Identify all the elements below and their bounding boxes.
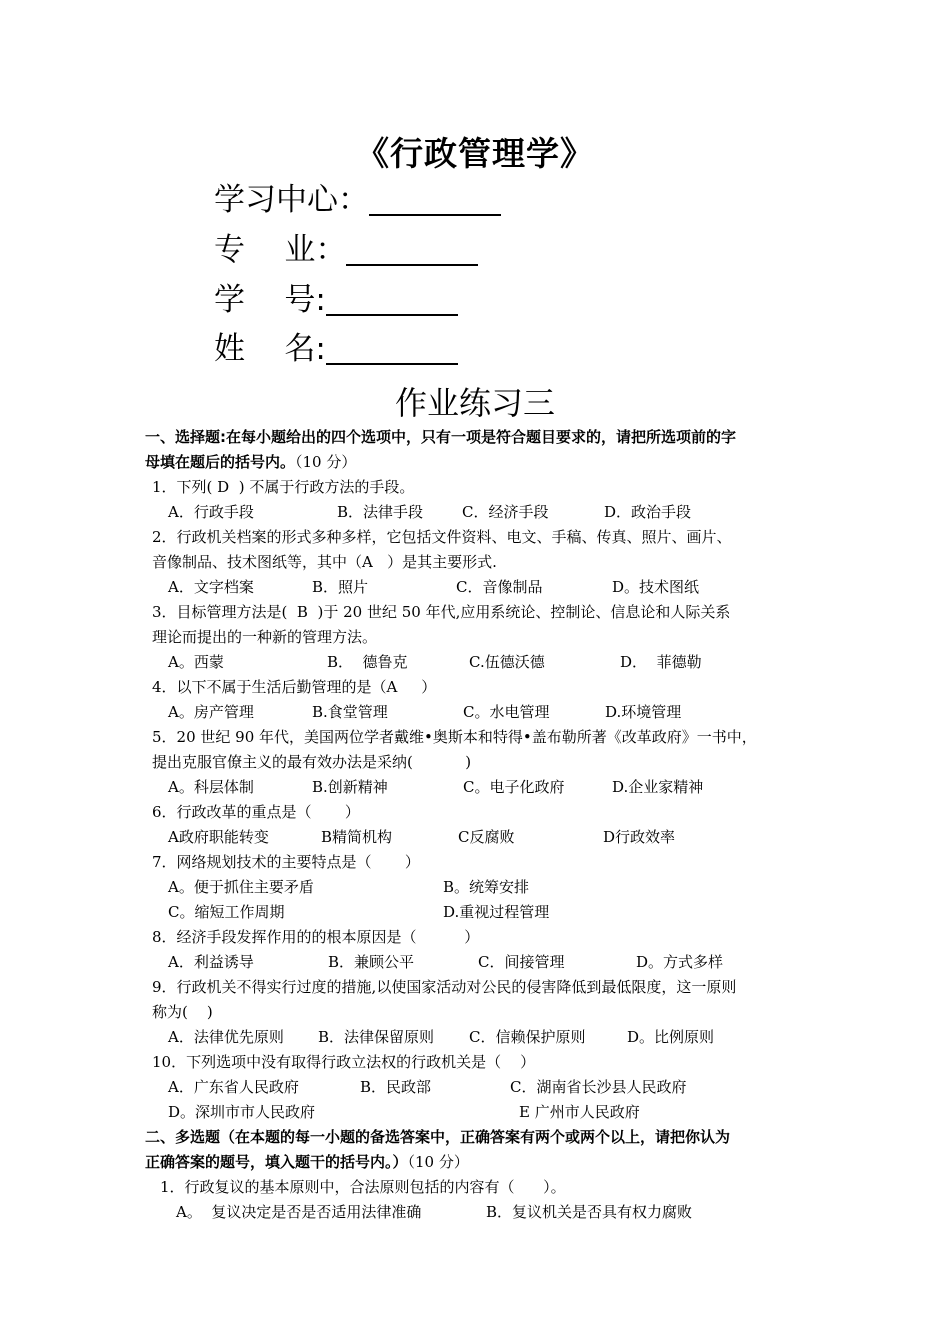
q3-option-c: C.伍德沃德 — [469, 653, 545, 671]
blank-line — [326, 329, 458, 365]
q7-option-c: C。缩短工作周期 — [168, 903, 285, 921]
question-6: 6．行政改革的重点是（ ） — [152, 803, 360, 821]
q6-option-c: C反腐败 — [458, 828, 515, 846]
section1-header-bold: 母填在题后的括号内。 — [145, 453, 296, 471]
multi-q1-option-b: B．复议机关是否具有权力腐败 — [486, 1203, 693, 1221]
multi-question-1: 1．行政复议的基本原则中，合法原则包括的内容有（ ）。 — [160, 1178, 566, 1196]
q1-option-c: C．经济手段 — [462, 503, 549, 521]
q8-option-b: B．兼顾公平 — [328, 953, 415, 971]
question-1: 1．下列( D ) 不属于行政方法的手段。 — [152, 478, 415, 496]
q8-option-c: C．间接管理 — [478, 953, 565, 971]
q2-option-d: D。技术图纸 — [612, 578, 700, 596]
field-label: 姓 名: — [214, 331, 326, 367]
question-8: 8．经济手段发挥作用的的根本原因是（ ） — [152, 928, 480, 946]
field-label: 专 业： — [214, 232, 347, 268]
question-3-line1: 3．目标管理方法是( B )于 20 世纪 50 年代,应用系统论、控制论、信息论和人际关系 — [152, 603, 731, 621]
blank-line — [369, 180, 501, 216]
question-2-line1: 2．行政机关档案的形式多种多样，它包括文件资料、电文、手稿、传真、照片、画片、 — [152, 528, 732, 546]
q10-option-d: D。深圳市市人民政府 — [168, 1103, 316, 1121]
q9-option-d: D。比例原则 — [627, 1028, 715, 1046]
q4-option-d: D.环境管理 — [605, 703, 682, 721]
section2-header-bold: 正确答案的题号，填入题干的括号内。） — [145, 1153, 408, 1171]
q4-option-b: B.食堂管理 — [312, 703, 388, 721]
q1-option-a: A．行政手段 — [168, 503, 254, 521]
q6-option-a: A政府职能转变 — [168, 828, 269, 846]
multi-q1-option-a: A。 复议决定是否是否适用法律准确 — [176, 1203, 422, 1221]
q3-option-a: A。西蒙 — [168, 653, 224, 671]
q5-option-a: A。科层体制 — [168, 778, 254, 796]
q10-option-c: C．湖南省长沙县人民政府 — [510, 1078, 687, 1096]
question-9-line2: 称为( ) — [152, 1003, 213, 1021]
field-name — [214, 329, 458, 369]
q8-option-d: D。方式多样 — [636, 953, 724, 971]
q4-option-a: A。房产管理 — [168, 703, 254, 721]
q1-option-b: B．法律手段 — [337, 503, 424, 521]
section1-header-line1: 一、选择题:在每小题给出的四个选项中，只有一项是符合题目要求的，请把所选项前的字 — [145, 428, 737, 446]
section1-header-line2 — [145, 450, 356, 474]
field-study-center — [214, 180, 501, 220]
q5-option-c: C。电子化政府 — [463, 778, 565, 796]
q3-option-b: B． 德鲁克 — [327, 653, 408, 671]
question-3-line2: 理论而提出的一种新的管理方法。 — [152, 628, 378, 646]
q4-option-c: C。水电管理 — [463, 703, 550, 721]
section2-header-line2 — [145, 1150, 469, 1174]
field-label: 学习中心： — [214, 182, 369, 218]
question-9-line1: 9．行政机关不得实行过度的措施,以使国家活动对公民的侵害降低到最低限度，这一原则 — [152, 978, 737, 996]
question-4: 4．以下不属于生活后勤管理的是（A ） — [152, 678, 437, 696]
question-7: 7．网络规划技术的主要特点是（ ） — [152, 853, 420, 871]
q6-option-d: D行政效率 — [603, 828, 676, 846]
section2-header-line1: 二、多选题（在本题的每一小题的备选答案中，正确答案有两个或两个以上，请把你认为 — [145, 1128, 731, 1146]
section2-score: （10 分） — [407, 1153, 469, 1171]
blank-line — [326, 280, 458, 316]
question-2-line2: 音像制品、技术图纸等，其中（A ）是其主要形式. — [152, 553, 497, 571]
blank-line — [346, 230, 478, 266]
q2-option-b: B．照片 — [312, 578, 369, 596]
q5-option-d: D.企业家精神 — [612, 778, 704, 796]
q7-option-d: D.重视过程管理 — [443, 903, 550, 921]
question-10: 10．下列选项中没有取得行政立法权的行政机关是（ ） — [152, 1053, 536, 1071]
question-5-line1: 5．20 世纪 90 年代，美国两位学者戴维•奥斯本和特得•盖布勒所著《改革政府》一书中， — [152, 728, 757, 746]
q5-option-b: B.创新精神 — [312, 778, 388, 796]
assignment-subtitle: 作业练习三 — [394, 384, 555, 422]
question-5-line2: 提出克服官僚主义的最有效办法是采纳( ) — [152, 753, 472, 771]
q10-option-b: B．民政部 — [360, 1078, 432, 1096]
q3-option-d: D． 菲德勒 — [620, 653, 702, 671]
q7-option-b: B。统筹安排 — [443, 878, 530, 896]
q10-option-e: E 广州市人民政府 — [519, 1103, 640, 1121]
q7-option-a: A。便于抓住主要矛盾 — [168, 878, 314, 896]
q2-option-c: C．音像制品 — [456, 578, 543, 596]
q9-option-a: A．法律优先原则 — [168, 1028, 284, 1046]
q8-option-a: A．利益诱导 — [168, 953, 254, 971]
q2-option-a: A．文字档案 — [168, 578, 254, 596]
field-label: 学 号: — [214, 282, 326, 318]
field-major — [214, 230, 478, 270]
q10-option-a: A．广东省人民政府 — [168, 1078, 299, 1096]
field-student-id — [214, 280, 458, 320]
q9-option-b: B．法律保留原则 — [318, 1028, 435, 1046]
document-title: 《行政管理学》 — [356, 134, 594, 173]
section1-score: （10 分） — [295, 453, 357, 471]
q9-option-c: C．信赖保护原则 — [469, 1028, 586, 1046]
q6-option-b: B精简机构 — [321, 828, 393, 846]
q1-option-d: D．政治手段 — [604, 503, 692, 521]
